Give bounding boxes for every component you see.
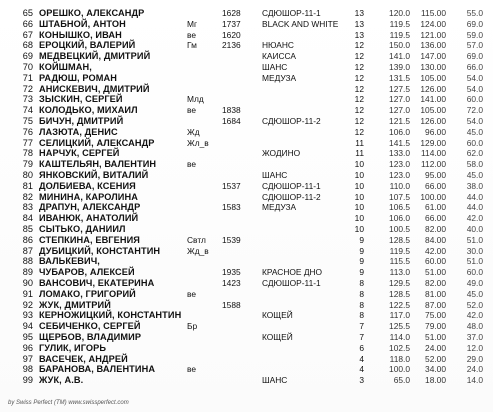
player-category: Жл_в (187, 137, 209, 148)
place-number: 95 (22, 332, 33, 342)
player-name: ДОЛБИЕВА, КСЕНИЯ (39, 180, 136, 191)
player-club: КАИССА (262, 51, 296, 62)
place-number: 73 (22, 94, 33, 105)
player-score: 12 (354, 105, 364, 116)
player-score: 10 (354, 191, 364, 202)
player-score: 11 (355, 148, 364, 159)
tiebreak-3: 66.0 (466, 62, 483, 72)
player-category: ве (187, 159, 197, 170)
player-name: РАДЮШ, РОМАН (39, 72, 117, 83)
tiebreak-1: 123.0 (389, 159, 410, 170)
tiebreak-1: 122.5 (389, 299, 410, 310)
tiebreak-2: 100.00 (420, 191, 446, 202)
player-name: ЖУК, А.В. (39, 375, 84, 386)
tiebreak-2: 84.00 (425, 234, 446, 245)
player-name: ЛАЗЮТА, ДЕНИС (39, 126, 118, 137)
place-number: 83 (22, 202, 33, 213)
tiebreak-2: 60.00 (425, 256, 446, 267)
player-rating: 1537 (222, 180, 241, 191)
place-number: 82 (22, 191, 33, 202)
player-name: ВАЛЬКЕВИЧ, (39, 256, 100, 267)
player-score: 10 (354, 213, 364, 224)
player-score: 6 (359, 342, 364, 353)
player-score: 13 (354, 8, 364, 18)
player-name: СЫТЬКО, ДАНИИЛ (39, 224, 126, 234)
player-club: НЮАНС (262, 40, 294, 51)
place-number: 85 (22, 224, 33, 234)
place-number: 86 (22, 234, 33, 245)
tiebreak-2: 66.00 (425, 180, 446, 191)
player-name: СЕЛИЦКИЙ, АЛЕКСАНДР (39, 137, 155, 148)
player-club: КОЩЕЙ (262, 310, 293, 321)
player-name: БИЧУН, ДМИТРИЙ (39, 116, 124, 126)
tiebreak-2: 126.00 (420, 83, 446, 94)
place-number: 90 (22, 278, 33, 288)
place-number: 80 (22, 170, 33, 180)
player-score: 12 (354, 126, 364, 137)
tiebreak-2: 105.00 (420, 72, 446, 83)
place-number: 74 (22, 105, 33, 116)
place-number: 70 (22, 62, 33, 72)
tiebreak-1: 100.0 (389, 364, 410, 375)
place-number: 66 (22, 18, 33, 29)
player-name: КОЛОДЬКО, МИХАИЛ (39, 105, 138, 116)
tiebreak-1: 133.0 (389, 148, 410, 159)
tiebreak-3: 51.0 (466, 234, 483, 245)
tiebreak-2: 147.00 (420, 51, 446, 62)
tiebreak-2: 66.00 (425, 213, 446, 224)
player-rating: 1684 (222, 116, 241, 126)
tiebreak-2: 141.00 (420, 94, 446, 105)
place-number: 78 (22, 148, 33, 159)
tiebreak-2: 95.00 (425, 170, 446, 180)
place-number: 88 (22, 256, 33, 267)
player-category: ве (187, 29, 197, 40)
tiebreak-1: 119.5 (389, 18, 410, 29)
tiebreak-3: 54.0 (466, 83, 483, 94)
tiebreak-1: 131.5 (389, 72, 410, 83)
player-score: 13 (354, 29, 364, 40)
player-club: СДЮШОР-11-2 (262, 116, 321, 126)
tiebreak-2: 130.00 (420, 62, 446, 72)
tiebreak-3: 44.0 (466, 191, 483, 202)
tiebreak-3: 69.0 (466, 51, 483, 62)
tiebreak-1: 119.5 (389, 245, 410, 256)
player-rating: 1423 (222, 278, 241, 288)
tiebreak-3: 45.0 (466, 126, 483, 137)
tiebreak-3: 60.0 (466, 267, 483, 278)
tiebreak-3: 48.0 (466, 321, 483, 332)
player-category: ве (187, 288, 197, 299)
tiebreak-1: 106.0 (389, 126, 410, 137)
tiebreak-2: 136.00 (420, 40, 446, 51)
tiebreak-1: 127.0 (389, 94, 410, 105)
tiebreak-1: 107.5 (389, 191, 410, 202)
tiebreak-3: 40.0 (466, 224, 483, 234)
player-name: ЩЕРБОВ, ВЛАДИМИР (39, 332, 142, 342)
tiebreak-3: 54.0 (466, 116, 483, 126)
tiebreak-2: 24.00 (425, 342, 446, 353)
player-name: ГУЛИК, ИГОРЬ (39, 342, 107, 353)
place-number: 91 (22, 288, 33, 299)
player-name: ШТАБНОЙ, АНТОН (39, 18, 126, 29)
tiebreak-1: 128.5 (389, 288, 410, 299)
tiebreak-1: 110.0 (389, 180, 410, 191)
player-name: ЗЫСКИН, СЕРГЕЙ (39, 94, 123, 105)
tiebreak-2: 34.00 (425, 364, 446, 375)
tiebreak-1: 100.5 (389, 224, 410, 234)
player-score: 12 (354, 40, 364, 51)
tiebreak-2: 82.00 (425, 278, 446, 288)
player-score: 12 (354, 62, 364, 72)
player-score: 8 (359, 310, 364, 321)
player-score: 4 (359, 364, 364, 375)
tiebreak-1: 123.0 (389, 170, 410, 180)
player-score: 7 (359, 332, 364, 342)
player-name: СТЕПКИНА, ЕВГЕНИЯ (39, 234, 140, 245)
player-category: Гм (187, 40, 197, 51)
place-number: 69 (22, 51, 33, 62)
player-category: Млд (187, 94, 204, 105)
place-number: 89 (22, 267, 33, 278)
player-name: НАРЧУК, СЕРГЕЙ (39, 148, 120, 159)
tiebreak-1: 150.0 (389, 40, 410, 51)
tiebreak-3: 38.0 (466, 180, 483, 191)
player-category: ве (187, 105, 197, 116)
player-name: ДУБИЦКИЙ, КОНСТАНТИН (39, 245, 161, 256)
tiebreak-3: 29.0 (466, 353, 483, 364)
tiebreak-2: 96.00 (425, 126, 446, 137)
player-name: ДРАПУН, АЛЕКСАНДР (39, 202, 141, 213)
tiebreak-3: 45.0 (466, 170, 483, 180)
tiebreak-3: 59.0 (466, 29, 483, 40)
tiebreak-1: 125.5 (389, 321, 410, 332)
player-name: ЧУБАРОВ, АЛЕКСЕЙ (39, 267, 135, 278)
tiebreak-3: 72.0 (466, 105, 483, 116)
tiebreak-2: 129.00 (420, 137, 446, 148)
player-score: 13 (354, 18, 364, 29)
tiebreak-2: 79.00 (425, 321, 446, 332)
tiebreak-3: 60.0 (466, 94, 483, 105)
place-number: 81 (22, 180, 33, 191)
player-score: 10 (354, 224, 364, 234)
player-category: Мг (187, 18, 198, 29)
player-name: КАШТЕЛЬЯН, ВАЛЕНТИН (39, 159, 157, 170)
place-number: 72 (22, 83, 33, 94)
tiebreak-3: 57.0 (466, 40, 483, 51)
player-score: 9 (359, 256, 364, 267)
tiebreak-3: 49.0 (466, 278, 483, 288)
tiebreak-1: 119.5 (389, 29, 410, 40)
player-score: 12 (354, 72, 364, 83)
tiebreak-1: 113.0 (389, 267, 410, 278)
place-number: 93 (22, 310, 33, 321)
player-rating: 1838 (222, 105, 241, 116)
tiebreak-1: 106.0 (389, 213, 410, 224)
player-name: АНИСКЕВИЧ, ДМИТРИЙ (39, 83, 150, 94)
tiebreak-2: 51.00 (425, 332, 446, 342)
place-number: 84 (22, 213, 33, 224)
tiebreak-2: 42.00 (425, 245, 446, 256)
player-name: ВАНСОВИЧ, ЕКАТЕРИНА (39, 278, 155, 288)
player-name: КЕРНОЖИЦКИЙ, КОНСТАНТИН (39, 310, 182, 321)
tiebreak-2: 105.00 (420, 105, 446, 116)
table-row (0, 374, 493, 386)
tiebreak-3: 14.0 (466, 375, 483, 386)
tiebreak-1: 127.5 (389, 83, 410, 94)
player-category: Бр (187, 321, 198, 332)
player-rating: 1588 (222, 299, 241, 310)
player-name: ЕРОЦКИЙ, ВАЛЕРИЙ (39, 40, 136, 51)
place-number: 68 (22, 40, 33, 51)
tiebreak-2: 75.00 (425, 310, 446, 321)
player-club: КОЩЕЙ (262, 332, 293, 342)
player-rating: 1935 (222, 267, 241, 278)
place-number: 65 (22, 8, 33, 18)
tiebreak-2: 114.00 (421, 148, 446, 159)
tiebreak-3: 52.0 (466, 299, 483, 310)
tiebreak-1: 129.5 (389, 278, 410, 288)
footer-credit: by Swiss Perfect (TM) www.swissperfect.com (8, 400, 129, 406)
tiebreak-2: 115.00 (421, 8, 446, 18)
player-rating: 1628 (222, 8, 241, 18)
place-number: 99 (22, 375, 33, 386)
tiebreak-2: 61.00 (425, 202, 446, 213)
tiebreak-1: 141.0 (389, 51, 410, 62)
tiebreak-3: 44.0 (466, 202, 483, 213)
player-score: 12 (354, 51, 364, 62)
tiebreak-1: 117.0 (389, 310, 410, 321)
tiebreak-3: 37.0 (466, 332, 483, 342)
player-score: 9 (359, 245, 364, 256)
tiebreak-2: 81.00 (425, 288, 446, 299)
player-rating: 1583 (222, 202, 241, 213)
player-score: 8 (359, 278, 364, 288)
player-rating: 1737 (222, 18, 241, 29)
player-score: 12 (354, 83, 364, 94)
tiebreak-1: 120.0 (389, 8, 410, 18)
tiebreak-2: 121.00 (420, 29, 446, 40)
place-number: 76 (22, 126, 33, 137)
player-club: ЖОДИНО (262, 148, 301, 159)
player-name: КОНЫШКО, ИВАН (39, 29, 122, 40)
tiebreak-1: 106.5 (389, 202, 410, 213)
tiebreak-3: 42.0 (466, 310, 483, 321)
tiebreak-1: 114.0 (389, 332, 410, 342)
player-club: ШАНС (262, 170, 288, 180)
tiebreak-2: 124.00 (420, 18, 446, 29)
tiebreak-2: 52.00 (425, 353, 446, 364)
player-name: МЕДВЕЦКИЙ, ДМИТРИЙ (39, 51, 151, 62)
player-rating: 1620 (222, 29, 241, 40)
player-club: КРАСНОЕ ДНО (262, 267, 323, 278)
tiebreak-3: 51.0 (466, 256, 483, 267)
player-name: ВАСЕЧЕК, АНДРЕЙ (39, 353, 128, 364)
player-name: МИНИНА, КАРОЛИНА (39, 191, 138, 202)
tiebreak-1: 102.5 (389, 342, 410, 353)
player-score: 11 (355, 137, 364, 148)
player-score: 10 (354, 202, 364, 213)
tiebreak-3: 58.0 (466, 159, 483, 170)
tiebreak-3: 45.0 (466, 288, 483, 299)
tiebreak-3: 69.0 (466, 18, 483, 29)
player-club: МЕДУЗА (262, 72, 297, 83)
player-score: 4 (359, 353, 364, 364)
player-club: ШАНС (262, 62, 288, 72)
tiebreak-1: 118.0 (389, 353, 410, 364)
place-number: 94 (22, 321, 33, 332)
tiebreak-2: 126.00 (420, 116, 446, 126)
tiebreak-3: 54.0 (466, 72, 483, 83)
player-name: ЯНКОВСКИЙ, ВИТАЛИЙ (39, 170, 149, 180)
tiebreak-1: 65.0 (393, 375, 410, 386)
player-score: 8 (359, 288, 364, 299)
tiebreak-1: 121.5 (389, 116, 410, 126)
player-score: 10 (354, 170, 364, 180)
player-score: 3 (359, 375, 364, 386)
player-name: БАРАНОВА, ВАЛЕНТИНА (39, 364, 156, 375)
player-category: Жд_в (187, 245, 209, 256)
place-number: 79 (22, 159, 33, 170)
place-number: 75 (22, 116, 33, 126)
player-score: 12 (354, 94, 364, 105)
player-score: 10 (354, 180, 364, 191)
tiebreak-1: 139.0 (389, 62, 410, 72)
tiebreak-1: 141.5 (389, 137, 410, 148)
player-category: ве (187, 364, 197, 375)
player-club: МЕДУЗА (262, 202, 297, 213)
player-club: СДЮШОР-11-1 (262, 180, 321, 191)
tiebreak-3: 60.0 (466, 137, 483, 148)
player-score: 9 (359, 267, 364, 278)
place-number: 71 (22, 72, 33, 83)
player-score: 8 (359, 299, 364, 310)
player-name: ЛОМАКО, ГРИГОРИЙ (39, 288, 136, 299)
player-score: 7 (359, 321, 364, 332)
tiebreak-2: 51.00 (425, 267, 446, 278)
place-number: 67 (22, 29, 33, 40)
place-number: 98 (22, 364, 33, 375)
place-number: 97 (22, 353, 33, 364)
player-club: СДЮШОР-11-1 (262, 8, 321, 18)
player-club: СДЮШОР-11-1 (262, 278, 321, 288)
tiebreak-2: 112.00 (421, 159, 446, 170)
tiebreak-2: 87.00 (425, 299, 446, 310)
player-rating: 1539 (222, 234, 241, 245)
tiebreak-2: 18.00 (425, 375, 446, 386)
player-rating: 2136 (222, 40, 241, 51)
tiebreak-3: 42.0 (466, 213, 483, 224)
place-number: 92 (22, 299, 33, 310)
player-club: СДЮШОР-11-2 (262, 191, 321, 202)
player-club: BLACK AND WHITE (262, 18, 339, 29)
place-number: 77 (22, 137, 33, 148)
place-number: 87 (22, 245, 33, 256)
player-category: Свтл (187, 234, 206, 245)
tiebreak-1: 128.5 (389, 234, 410, 245)
tiebreak-2: 82.00 (425, 224, 446, 234)
tiebreak-3: 55.0 (466, 8, 483, 18)
player-name: ОРЕШКО, АЛЕКСАНДР (39, 8, 145, 18)
player-name: ИВАНЮК, АНАТОЛИЙ (39, 213, 139, 224)
player-name: КОЙШМАН, (39, 62, 92, 72)
tiebreak-1: 115.5 (389, 256, 410, 267)
player-score: 9 (359, 234, 364, 245)
place-number: 96 (22, 342, 33, 353)
player-category: Жд (187, 126, 200, 137)
tiebreak-3: 12.0 (466, 342, 483, 353)
player-name: СЕБИЧЕНКО, СЕРГЕЙ (39, 321, 141, 332)
tiebreak-3: 62.0 (466, 148, 483, 159)
player-score: 12 (354, 116, 364, 126)
tiebreak-1: 127.0 (389, 105, 410, 116)
player-name: ЖУК, ДМИТРИЙ (39, 299, 111, 310)
tiebreak-3: 24.0 (466, 364, 483, 375)
player-score: 10 (354, 159, 364, 170)
tiebreak-3: 30.0 (466, 245, 483, 256)
player-club: ШАНС (262, 375, 288, 386)
